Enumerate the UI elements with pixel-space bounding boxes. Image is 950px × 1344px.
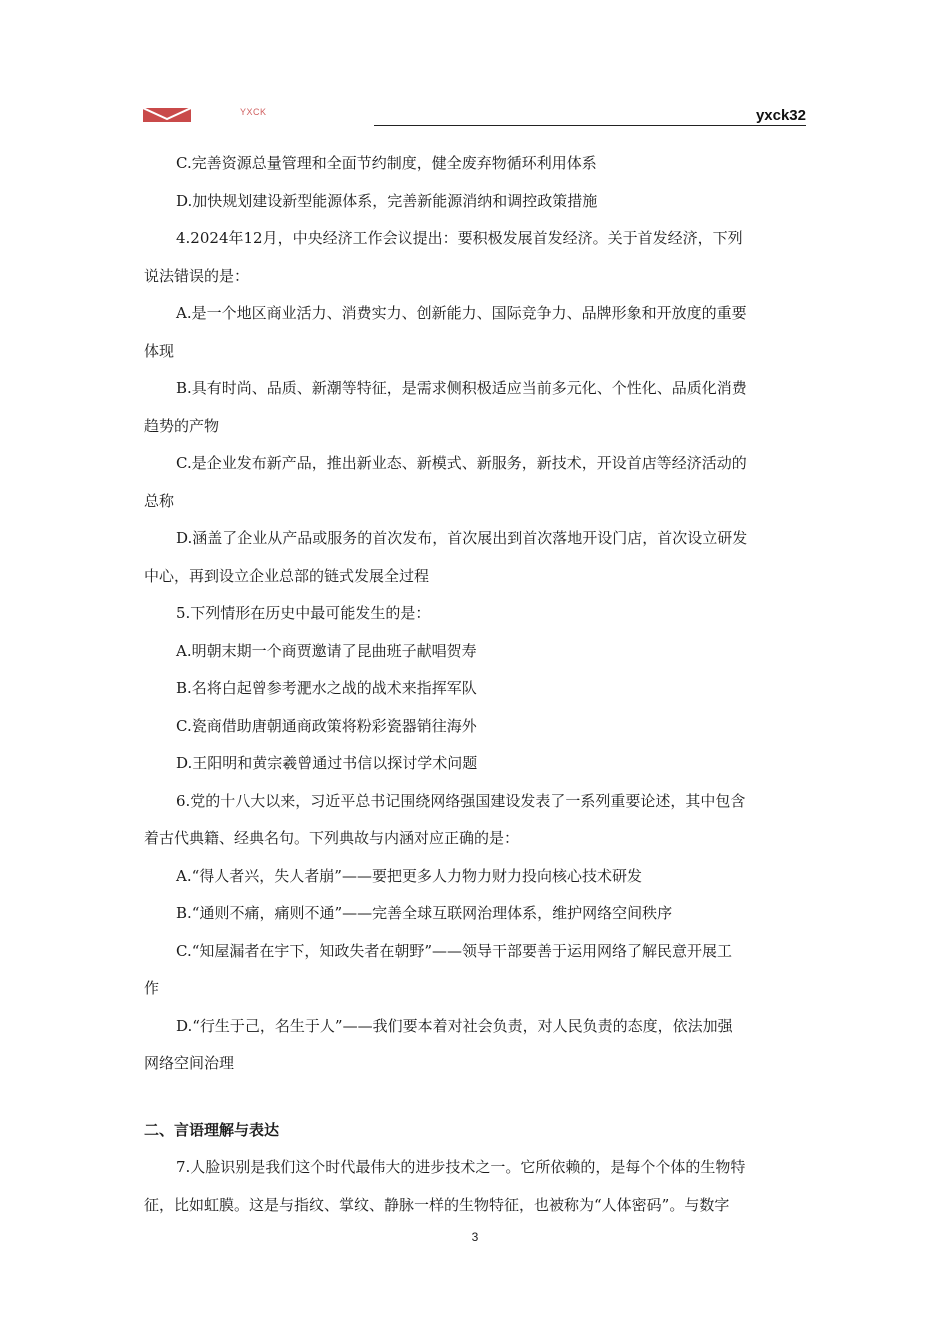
option-line: D.加快规划建设新型能源体系，完善新能源消纳和调控政策措施 xyxy=(176,191,598,210)
question-line-continued: 说法错误的是： xyxy=(144,266,250,285)
option-line: A.明朝末期一个商贾邀请了昆曲班子献唱贺寿 xyxy=(176,641,477,660)
document-body xyxy=(144,145,806,1224)
option-line: A.是一个地区商业活力、消费实力、创新能力、国际竞争力、品牌形象和开放度的重要 xyxy=(176,304,747,322)
question-line: 4.2024年12月，中央经济工作会议提出：要积极发展首发经济。关于首发经济，下列 xyxy=(176,229,743,247)
option-line: B.具有时尚、品质、新潮等特征，是需求侧积极适应当前多元化、个性化、品质化消费 xyxy=(176,379,747,397)
page-number: 3 xyxy=(471,1230,479,1244)
section-heading: 二、言语理解与表达 xyxy=(144,1121,280,1139)
option-line-continued: 体现 xyxy=(144,341,175,360)
option-line-continued: 中心，再到设立企业总部的链式发展全过程 xyxy=(144,566,430,585)
page-header xyxy=(0,0,950,130)
option-line: B.名将白起曾参考淝水之战的战术来指挥军队 xyxy=(176,679,477,697)
question-line: 5.下列情形在历史中最可能发生的是： xyxy=(176,604,431,622)
option-line-continued: 总称 xyxy=(144,491,175,510)
option-line-continued: 网络空间治理 xyxy=(144,1054,235,1072)
option-line: C.完善资源总量管理和全面节约制度，健全废弃物循环利用体系 xyxy=(176,154,597,172)
header-divider xyxy=(374,125,806,126)
option-line: D.王阳明和黄宗羲曾通过书信以探讨学术问题 xyxy=(176,754,478,772)
logo-text: YXCK xyxy=(240,107,267,117)
question-line-continued: 征，比如虹膜。这是与指纹、掌纹、静脉一样的生物特征，也被称为“人体密码”。与数字 xyxy=(144,1195,730,1214)
question-line: 7.人脸识别是我们这个时代最伟大的进步技术之一。它所依赖的，是每个个体的生物特 xyxy=(176,1158,746,1176)
question-line-continued: 着古代典籍、经典名句。下列典故与内涵对应正确的是： xyxy=(144,829,520,847)
option-line: C.“知屋漏者在宇下，知政失者在朝野”——领导干部要善于运用网络了解民意开展工 xyxy=(176,941,733,960)
logo-envelope-icon xyxy=(143,108,191,122)
option-line-continued: 作 xyxy=(144,979,160,997)
option-line: D.涵盖了企业从产品或服务的首次发布，首次展出到首次落地开设门店，首次设立研发 xyxy=(176,529,748,547)
document-code: yxck32 xyxy=(755,107,806,124)
option-line-continued: 趋势的产物 xyxy=(144,416,220,435)
option-line: C.是企业发布新产品，推出新业态、新模式、新服务，新技术，开设首店等经济活动的 xyxy=(176,454,747,472)
option-line: B.“通则不痛，痛则不通”——完善全球互联网治理体系，维护网络空间秩序 xyxy=(176,904,673,922)
option-line: A.“得人者兴，失人者崩”——要把更多人力物力财力投向核心技术研发 xyxy=(176,866,642,885)
question-line: 6.党的十八大以来，习近平总书记围绕网络强国建设发表了一系列重要论述，其中包含 xyxy=(176,791,746,810)
option-line: D.“行生于己，名生于人”——我们要本着对社会负责，对人民负责的态度，依法加强 xyxy=(176,1016,733,1035)
option-line: C.瓷商借助唐朝通商政策将粉彩瓷器销往海外 xyxy=(176,716,477,735)
